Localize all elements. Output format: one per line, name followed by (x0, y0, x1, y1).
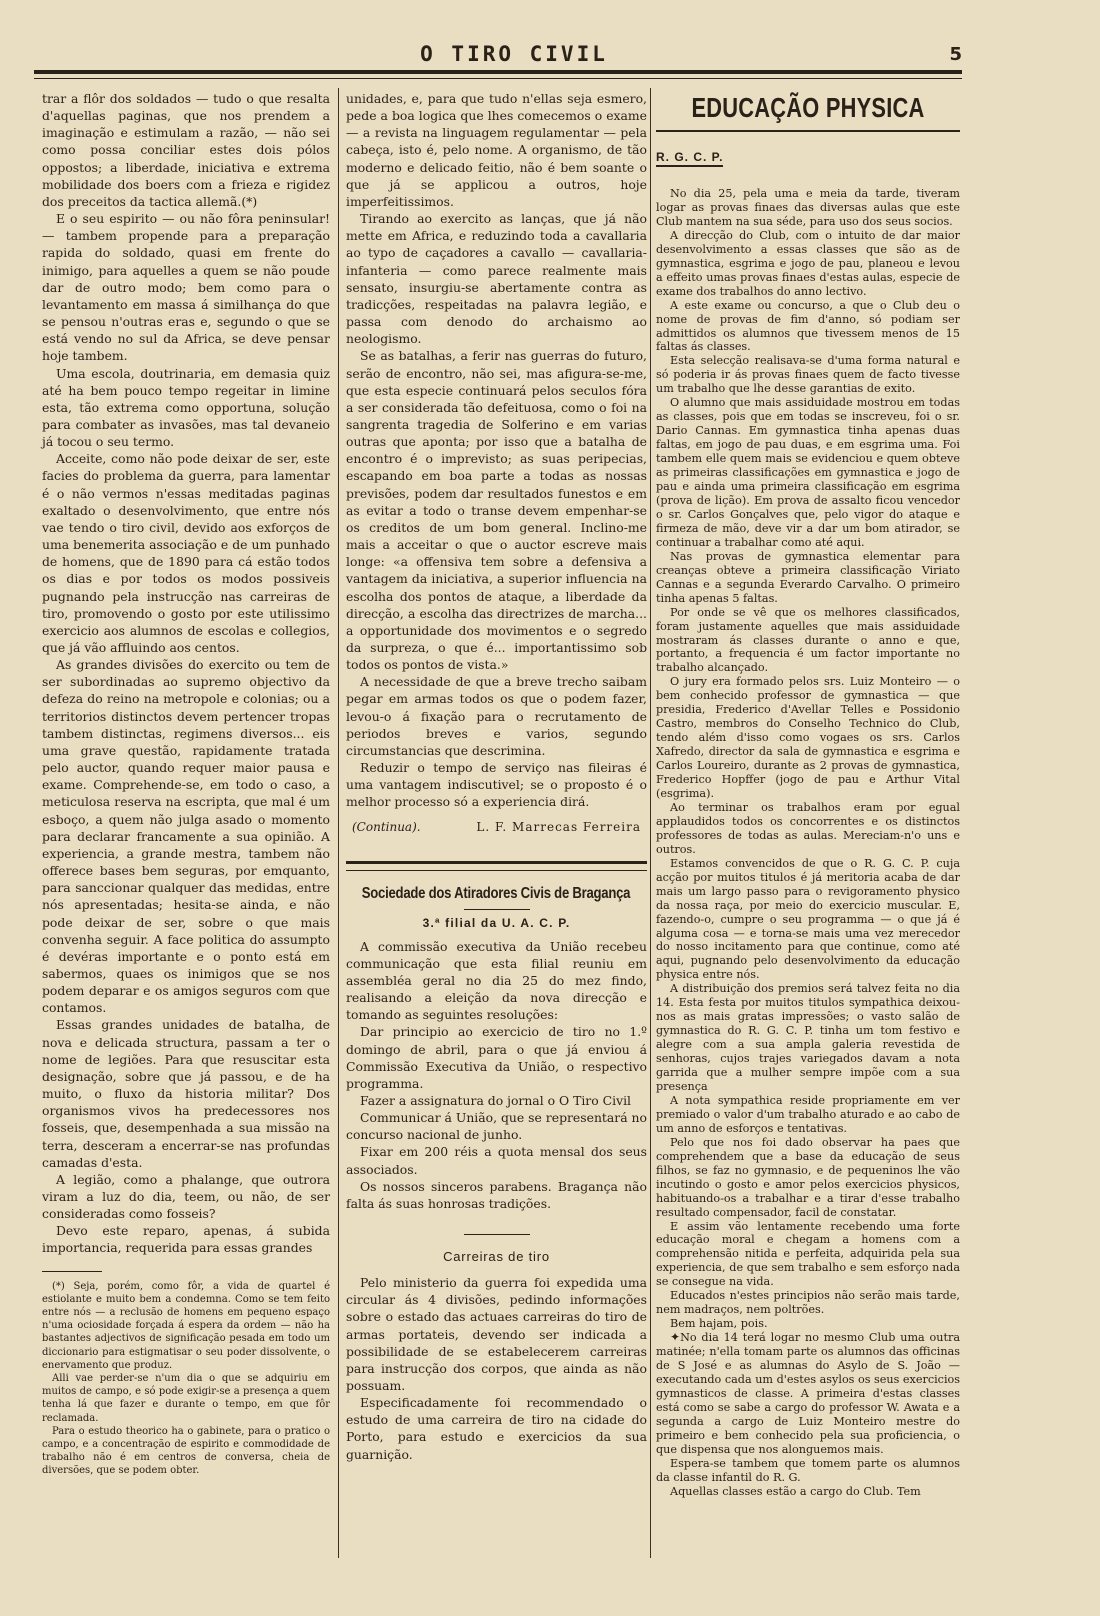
article-paragraph: O alumno que mais assiduidade mostrou em todas as classes, pois que em todas se inscreveu, foi o sr. Dario Cannas. Em gymnastica tinha apenas duas faltas, em jogo de pau duas, e em esgrima uma. Foi tambem elle quem mais se evidenciou e quem obteve as primeiras classificações em gymnastica e jogo de pau e ainda uma primeira classificação em esgrima (prova de lição). Em prova de assalto ficou vencedor o sr. Carlos Gonçalves que, pelo vigor do ataque e firmeza de mão, deve vir a dar um bom atirador, se continuar a trabalhar como até aqui. (656, 396, 960, 549)
article-paragraph: A este exame ou concurso, a que o Club deu o nome de provas de fim d'anno, só podiam ser admittidos os alumnos que tivessem menos de 15 faltas ás classes. (656, 298, 960, 354)
page-number: 5 (949, 44, 962, 65)
article-paragraph: Os nossos sinceros parabens. Bragança não falta ás suas honrosas tradições. (346, 1178, 647, 1211)
column-3 (656, 90, 960, 1499)
article-paragraph: Acceite, como não pode deixar de ser, este facies do problema da guerra, para lamentar é o não vermos n'essas meditadas paginas exaltado o desenvolvimento, que entre nós vae tendo o tiro civil, devido aos exforços de uma benemerita associação e de um punhado de homens, que de 1890 para cá estão todos os dias e por todos os modos possiveis pugnando pela instrucção nas carreiras de tiro, promovendo o gosto por este utilissimo exercicio aos alumnos de escolas e collegios, que já vão affluindo aos centos. (42, 451, 330, 655)
section-subtitle: R. G. C. P. (656, 150, 723, 167)
paragraph-text: No dia 14 terá logar no mesmo Club uma outra matinée; n'ella tomam parte os alumnos das officinas de S José e as alumnas do Asylo de S. João — executando cada um d'estes asylos os seus exercicios gymnasticos de classe. A primeira d'estas classes está como se sabe a cargo do professor W. Awata e a segunda a cargo de Luiz Monteiro mestre do primeiro e bem conhecido pela sua proficiencia, o que dispensa que nos alonguemos mais. (656, 1331, 960, 1456)
article-paragraph: Estamos convencidos de que o R. G. C. P. cuja acção por muitos titulos é já meritoria acaba de dar mais um largo passo para o revigoramento physico da nossa raça, por meio do exercicio muscular. E, fazendo-o, cumpre o seu programma — o que já é alguma cosa — e torna-se mais uma vez merecedor do nosso incitamento para que continue, como até aqui, pugnando pelo desenvolvimento da educação physica entre nós. (656, 856, 960, 982)
article-paragraph: Especificadamente foi recommendado o estudo de uma carreira de tiro na cidade do Porto, para estudo e exercicios da sua guarnição. (346, 1395, 647, 1462)
article-paragraph: Esta selecção realisava-se d'uma forma natural e só poderia ir ás provas finaes quem de facto tivesse um trabalho que lhe desse garantias de exito. (656, 354, 960, 396)
article-paragraph: E o seu espirito — ou não fôra peninsular! — tambem propende para a preparação rapida do soldado, quasi em frente do inimigo, para aquelles a quem se não poude dar de outro modo; bem como para o levantamento em massa á similhança do que se pensou n'outras eras e, segundo o que se está vendo no sul da Africa, se deve pensar hoje tambem. (42, 211, 330, 364)
article-paragraph: Ao terminar os trabalhos eram por egual applaudidos todos os concorrentes e os distinctos professores de todas as aulas. Mereciam-n'o uns e outros. (656, 800, 960, 856)
header-rule-thick (34, 70, 962, 74)
article-paragraph: A commissão executiva da União recebeu communicação que esta filial reuniu em assembléa geral no dia 25 do mez findo, realisando a eleição da nova direcção e tomando as seguintes resoluções: (346, 938, 647, 1023)
column-2 (346, 90, 647, 1463)
header-rule-thin (34, 78, 962, 79)
article-paragraph: Pelo que nos foi dado observar ha paes que comprehendem que a base da educação de seus filhos, se faz no gymnasio, e de pequeninos lhe vão incutindo o gosto e amor pelos exercicios physicos, habituando-os a trabalhar e a tirar d'esse trabalho resultado compensador, facil de constatar. (656, 1135, 960, 1219)
article-paragraph: A necessidade de que a breve trecho saibam pegar em armas todos os que o podem fazer, levou-o á fixação para o recrutamento de periodos breves e varios, segundo circumstancias que descrimina. (346, 674, 647, 758)
section-title: Carreiras de tiro (443, 1249, 550, 1265)
section-separator (346, 861, 647, 871)
article-paragraph: E assim vão lentamente recebendo uma forte educação moral e chegam a homens com a comprehensão nitida e perfeita, adquirida pela sua experiencia, de que sem trabalho e sem esforço nada se consegue na vida. (656, 1219, 960, 1289)
article-paragraph: Essas grandes unidades de batalha, de nova e delicada structura, passam a ter o nome de legiões. Para que resuscitar esta designação, sobre que já passou, e de ha muito, o fluxo da historia militar? Dos organismos vivos ha predecessores nos fosseis, que, desempenhada a sua missão na terra, desceram a encerrar-se nas profundas camadas d'esta. (42, 1017, 330, 1170)
column-divider (650, 88, 651, 1558)
author-name: L. F. Marrecas Ferreira (476, 819, 641, 834)
heading-rule (656, 130, 960, 132)
title-rule (464, 909, 530, 910)
article-paragraph: Bem hajam, pois. (670, 1317, 768, 1331)
section-heading: EDUCAÇÃO PHYSICA (691, 92, 925, 123)
footnote: Alli vae perder-se n'um dia o que se adquiriu em muitos de campo, e só pode exigir-se a presença a quem tenha lá que fazer e durante o tempo, em que fôr reclamada. (42, 1373, 330, 1424)
article-paragraph: Aquellas classes estão a cargo do Club. Tem (670, 1484, 921, 1498)
footnote-rule (42, 1271, 102, 1272)
article-paragraph: Fazer a assignatura do jornal o O Tiro Civil (360, 1092, 632, 1108)
article-paragraph: Tirando ao exercito as lanças, que já não mette em Africa, e reduzindo toda a cavallaria ao typo de caçadores a cavallo — cavallaria-infanteria — como parece realmente mais sensato, insurgiu-se abertamente contra as tradicções, respeitadas na palavra legião, e passa com denodo do archaismo ao neologismo. (346, 211, 647, 347)
article-paragraph: O jury era formado pelos srs. Luiz Monteiro — o bem conhecido professor de gymnastica — que presidia, Frederico d'Avellar Telles e Possidonio Castro, membros do Conselho Technico do Club, tendo além d'isso como vogaes os srs. Carlos Xafredo, director da sala de gymnastica e esgrima e Carlos Loureiro, durante as 2 provas de gymnastica, Frederico Hopffer (jogo de pau e Arthur Vital (esgrima). (656, 675, 960, 800)
article-paragraph: Se as batalhas, a ferir nas guerras do futuro, serão de encontro, não sei, mas afigura-se-me, que esta especie continuará pelos seculos fóra a ser considerada tão defeituosa, como o foi na sangrenta tragedia de Solferino e em varias outras que aponta; por isso que a batalha de encontro é o imprevisto; as suas peripecias, escapando em boa parte a todas as nossas previsões, podem dar resultados funestos e em as evitar a todo o transe devem empenhar-se os creditos de um bom general. Inclino-me mais a acceitar o que o auctor escreve mais longe: «a offensiva tem sobre a defensiva a vantagem da iniciativa, a superior influencia na escolha dos pontos de ataque, a liberdade da direcção, a escolha das directrizes de marcha... a opportunidade dos movimentos e o segredo da surpreza, o que é... importantissimo sob todos os pontos de vista.» (346, 348, 647, 673)
article-paragraph: No dia 25, pela uma e meia da tarde, tiveram logar as provas finaes das diversas aulas que este Club mantem na sua séde, para uso dos seus socios. (656, 187, 960, 228)
footnote: Para o estudo theorico ha o gabinete, para o pratico o campo, e a concentração de espirito e commodidade de trabalho não é em centros de conversa, cheia de diversões, que se podem obter. (42, 1425, 330, 1477)
article-paragraph: Educados n'estes principios não serão mais tarde, nem madraços, nem poltrões. (656, 1289, 960, 1317)
article-signature (346, 819, 647, 835)
pointing-arrow-icon: ✦ (670, 1330, 681, 1345)
article-paragraph: A nota sympathica reside propriamente em ver premiado o valor d'um trabalho aturado e ao cabo de um anno de esforços e tentativas. (656, 1093, 960, 1135)
footnotes (42, 1271, 330, 1478)
column-divider (338, 88, 339, 1558)
article-paragraph: Devo este reparo, apenas, á subida importancia, requerida para essas grandes (42, 1223, 330, 1256)
article-paragraph: A distribuição dos premios será talvez feita no dia 14. Esta festa por muitos titulos sympathica deixou-nos as mais gratas impressões; o vasto salão de gymnastica do R. G. C. P. tinha um tom festivo e alegre com a sua ampla galeria revestida de senhoras, cujos trajes variegados davam a nota garrida que a mulher sempre impõe com a sua presença (656, 982, 960, 1093)
article-paragraph: Por onde se vê que os melhores classificados, foram justamente aquelles que mais assiduidade mostraram ás classes durante o anno e que, portanto, a frequencia é um factor importante no trabalho alcançado. (656, 605, 960, 675)
section-subtitle: 3.ª filial da U. A. C. P. (422, 915, 571, 930)
article-paragraph: Nas provas de gymnastica elementar para creanças obteve a primeira classificação Viriato Cannas e a segunda Everardo Carvalho. O primeiro tinha apenas 5 faltas. (656, 549, 960, 605)
article-paragraph: Pelo ministerio da guerra foi expedida uma circular ás 4 divisões, pedindo informações sobre o estado das actuaes carreiras do tiro de armas portateis, devendo ser indicada a possibilidade de se estabelecerem carreiras para instrucção dos corpos, que ainda as não possuam. (346, 1275, 647, 1393)
article-paragraph: unidades, e, para que tudo n'ellas seja esmero, pede a boa logica que lhes comecemos o exame — a revista na linguagem regulamentar — pela cabeça, isto é, pelo nome. A organismo, de tão moderno e delicado feitio, não é bem soante o que já se applicou a outros, hoje imperfeitissimos. (346, 91, 647, 209)
article-paragraph: Espera-se tambem que tomem parte os alumnos da classe infantil do R. G. (656, 1456, 960, 1484)
continued-note: (Continua). (352, 819, 421, 834)
article-paragraph: A legião, como a phalange, que outrora viram a luz do dia, teem, ou não, de ser consideradas como fosseis? (42, 1171, 330, 1222)
newspaper-title: O TIRO CIVIL (420, 42, 608, 66)
article-paragraph: Fixar em 200 réis a quota mensal dos seus associados. (346, 1144, 647, 1177)
article-paragraph: A direcção do Club, com o intuito de dar maior desenvolvimento a essas classes que são as de gymnastica, esgrima e jogo de pau, planeou e levou a effeito umas provas finaes d'estas aulas, especie de exame dos trabalhos do anno lectivo. (656, 228, 960, 298)
column-1 (42, 90, 330, 1478)
article-paragraph: As grandes divisões do exercito ou tem de ser subordinadas ao supremo objectivo da defeza do reino na metropole e colonias; ou a territorios distinctos devem pertencer tropas tambem distinctas, regimens diversos... eis uma grave questão, rapidamente tratada pelo auctor, quando requer maior pausa e exame. Comprehende-se, em todo o caso, a meticulosa reserva na escripta, que mal é um esboço, a quem não julga asado o momento para declarar francamente a sua opinião. A experiencia, a grande mestra, tambem não offerece bases bem seguras, por emquanto, para sanccionar qualquer das medidas, entre nós apresentadas; hesita-se ainda, e não pode deixar de ser, sobre o que mais convenha seguir. A face politica do assumpto é devéras importante e o ponto está em sabermos, quaes os inimigos que se nos podem deparar e os amigos seguros com que contamos. (42, 657, 330, 1016)
footnote: (*) Seja, porém, como fôr, a vida de quartel é estiolante e muito bem a condemna. Como se tem feito entre nós — a reclusão de homens em pequeno espaço n'uma ociosidade forçada á espera da ordem — não ha bastantes adjectivos de significação pesada em todo um diccionario para estigmatisar o seu poder dissolvente, o enervamento que produz. (42, 1280, 330, 1371)
article-paragraph: Uma escola, doutrinaria, em demasia quiz até ha bem pouco tempo regeitar in limine esta, tão extrema como opportuna, solução para combater as invasões, mas tal devaneio já tocou o seu termo. (42, 365, 330, 450)
article-paragraph: trar a flôr dos soldados — tudo o que resalta d'aquellas paginas, que nos prendem a imaginação e estimulam a razão, — não sei como possa conciliar estes dois pólos oppostos; a liberdade, iniciativa e extrema mobilidade dos boers com a frieza e rigidez dos preceitos da tactica allemã.(*) (42, 91, 330, 209)
section-separator (464, 1234, 530, 1235)
article-paragraph: Dar principio ao exercicio de tiro no 1.º domingo de abril, para o que já enviou á Commissão Executiva da União, o respectivo programma. (346, 1024, 647, 1091)
article-paragraph: Communicar á União, que se representará no concurso nacional de junho. (346, 1110, 647, 1143)
article-paragraph (656, 1331, 960, 1457)
article-paragraph: Reduzir o tempo de serviço nas fileiras é uma vantagem indiscutivel; se o proposto é o melhor processo só a experiencia dirá. (346, 760, 647, 810)
section-title: Sociedade dos Atiradores Civis de Bragança (361, 884, 631, 902)
